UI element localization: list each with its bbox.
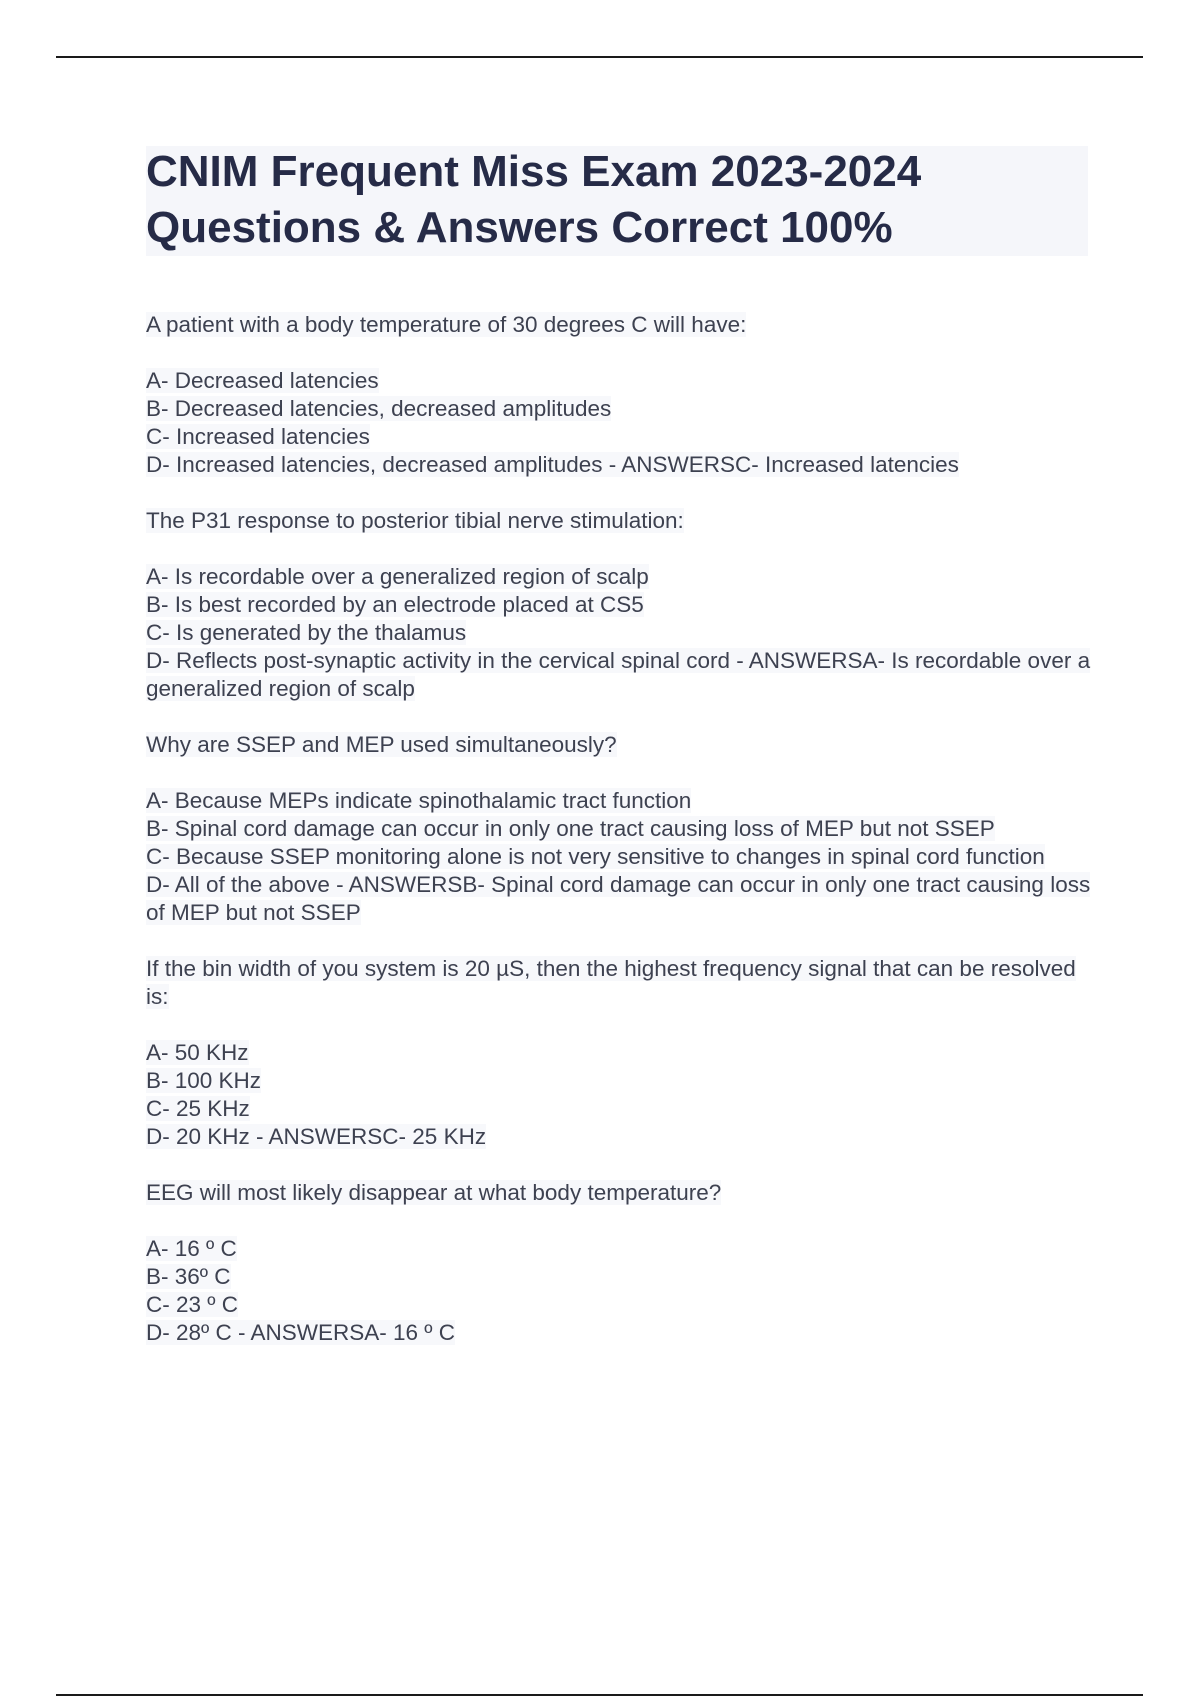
question-text: If the bin width of you system is 20 µS, then the highest frequency signal that can be resolved is:	[146, 956, 1076, 1009]
option-c: C- Is generated by the thalamus	[146, 620, 467, 645]
option-d-answer: D- 20 KHz - ANSWERSC- 25 KHz	[146, 1124, 487, 1149]
option-d-answer: D- Increased latencies, decreased amplitudes - ANSWERSC- Increased latencies	[146, 452, 959, 477]
question-block-3	[146, 731, 1096, 927]
option-c: C- Because SSEP monitoring alone is not very sensitive to changes in spinal cord function	[146, 844, 1045, 869]
option-a: A- Is recordable over a generalized region of scalp	[146, 564, 649, 589]
option-d-answer: D- 28º C - ANSWERSA- 16 º C	[146, 1320, 456, 1345]
question-block-2	[146, 507, 1096, 703]
options-list	[146, 367, 1096, 479]
question-block-1	[146, 311, 1096, 479]
options-list	[146, 1235, 1096, 1347]
options-list	[146, 1039, 1096, 1151]
title-line-2: Questions & Answers Correct 100%	[146, 203, 893, 252]
top-rule	[56, 56, 1143, 58]
options-list	[146, 787, 1096, 927]
option-a: A- 50 KHz	[146, 1040, 249, 1065]
option-c: C- 25 KHz	[146, 1096, 250, 1121]
question-text: A patient with a body temperature of 30 degrees C will have:	[146, 312, 747, 337]
question-text: Why are SSEP and MEP used simultaneously?	[146, 732, 617, 757]
option-b: B- Spinal cord damage can occur in only one tract causing loss of MEP but not SSEP	[146, 816, 995, 841]
question-block-4	[146, 955, 1096, 1151]
document-title	[146, 144, 1088, 256]
option-a: A- 16 º C	[146, 1236, 237, 1261]
option-a: A- Because MEPs indicate spinothalamic tract function	[146, 788, 692, 813]
option-b: B- Is best recorded by an electrode placed at CS5	[146, 592, 644, 617]
questions-list	[146, 311, 1096, 1375]
options-list	[146, 563, 1096, 703]
question-text: EEG will most likely disappear at what body temperature?	[146, 1180, 722, 1205]
option-a: A- Decreased latencies	[146, 368, 379, 393]
option-b: B- Decreased latencies, decreased amplitudes	[146, 396, 612, 421]
option-d-answer: D- Reflects post-synaptic activity in the cervical spinal cord - ANSWERSA- Is recordable over a generalized region of scalp	[146, 648, 1091, 701]
title-line-1: CNIM Frequent Miss Exam 2023-2024	[146, 147, 922, 196]
question-block-5	[146, 1179, 1096, 1347]
option-c: C- Increased latencies	[146, 424, 370, 449]
option-c: C- 23 º C	[146, 1292, 238, 1317]
question-text: The P31 response to posterior tibial nerve stimulation:	[146, 508, 684, 533]
bottom-rule	[56, 1694, 1143, 1696]
option-b: B- 100 KHz	[146, 1068, 262, 1093]
option-d-answer: D- All of the above - ANSWERSB- Spinal cord damage can occur in only one tract causing loss of MEP but not SSEP	[146, 872, 1091, 925]
option-b: B- 36º C	[146, 1264, 231, 1289]
